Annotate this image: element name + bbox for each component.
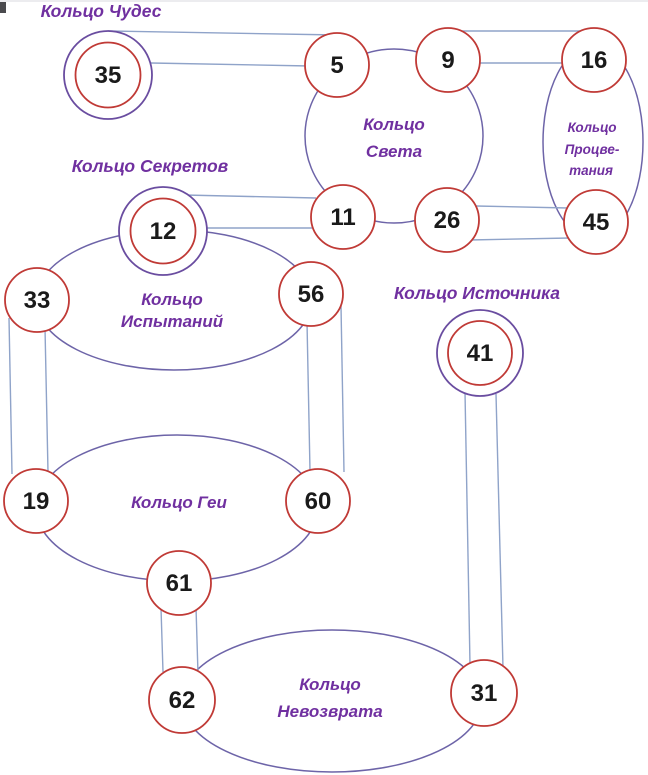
node-26-value: 26	[433, 207, 461, 234]
edge-12-11-line1	[184, 195, 316, 198]
ring-nevozvrata-ellipse	[182, 630, 482, 772]
node-5-value: 5	[330, 52, 344, 79]
edge-35-5-line2	[151, 63, 310, 66]
corner-artifact	[0, 2, 6, 13]
node-12-value: 12	[149, 218, 177, 245]
node-11-value: 11	[330, 204, 356, 231]
node-11	[311, 185, 375, 249]
edge-41-31-line2	[496, 394, 503, 668]
node-12	[119, 187, 207, 275]
node-60-value: 60	[304, 488, 332, 515]
ring-sekretov-title: Кольцо Секретов	[71, 156, 229, 176]
node-5	[305, 33, 369, 97]
edge-56-60-line1	[307, 322, 310, 471]
node-33	[5, 268, 69, 332]
edge-61-62-line2	[196, 607, 198, 674]
ring-istochnika-title: Кольцо Источника	[394, 283, 560, 303]
node-56	[279, 262, 343, 326]
node-19-value: 19	[22, 488, 50, 515]
node-9	[416, 28, 480, 92]
node-31	[451, 660, 517, 726]
node-19	[4, 469, 68, 533]
node-16	[562, 28, 626, 92]
node-60	[286, 469, 350, 533]
node-16-value: 16	[580, 47, 608, 74]
node-41	[437, 310, 523, 396]
ring-ispytaniy-label-line1: Кольцо	[141, 290, 203, 309]
ring-nevozvrata-label-line1: Кольцо	[299, 675, 361, 694]
node-35-value: 35	[94, 62, 122, 89]
ring-chudes-title: Кольцо Чудес	[40, 1, 162, 21]
node-41-value: 41	[466, 340, 494, 367]
ring-ispytaniy-label-line2: Испытаний	[120, 312, 224, 331]
ring-ellipses	[36, 45, 643, 772]
node-35	[64, 31, 152, 119]
edge-26-45-line2	[469, 238, 570, 240]
edge-35-5-line1	[108, 31, 338, 35]
node-62-value: 62	[168, 687, 196, 714]
node-45-value: 45	[582, 209, 610, 236]
edge-33-19-line1	[9, 318, 12, 474]
node-9-value: 9	[441, 47, 455, 74]
edge-33-19-line2	[45, 328, 48, 472]
edge-56-60-line2	[341, 306, 344, 472]
edge-61-62-line1	[161, 608, 163, 672]
ring-sveta-label-line2: Света	[365, 142, 423, 161]
node-33-value: 33	[23, 287, 51, 314]
node-56-value: 56	[297, 281, 325, 308]
node-26	[415, 188, 479, 252]
ring-gei-label: Кольцо Геи	[131, 493, 227, 512]
nodes-layer	[4, 28, 628, 733]
node-31-value: 31	[470, 680, 498, 707]
edge-26-45-line1	[476, 206, 568, 208]
node-62	[149, 667, 215, 733]
node-61-value: 61	[165, 570, 193, 597]
node-45	[564, 190, 628, 254]
node-61	[147, 551, 211, 615]
ring-nevozvrata-label-line2: Невозврата	[277, 702, 383, 721]
ring-sveta-label-line1: Кольцо	[363, 115, 425, 134]
ring-protsvetaniya-label-line2: Процве-	[564, 142, 620, 157]
ring-protsvetaniya-label-line1: Кольцо	[567, 120, 617, 135]
ring-protsvetaniya-label-line3: тания	[569, 163, 613, 178]
edge-41-31-line1	[465, 392, 470, 665]
